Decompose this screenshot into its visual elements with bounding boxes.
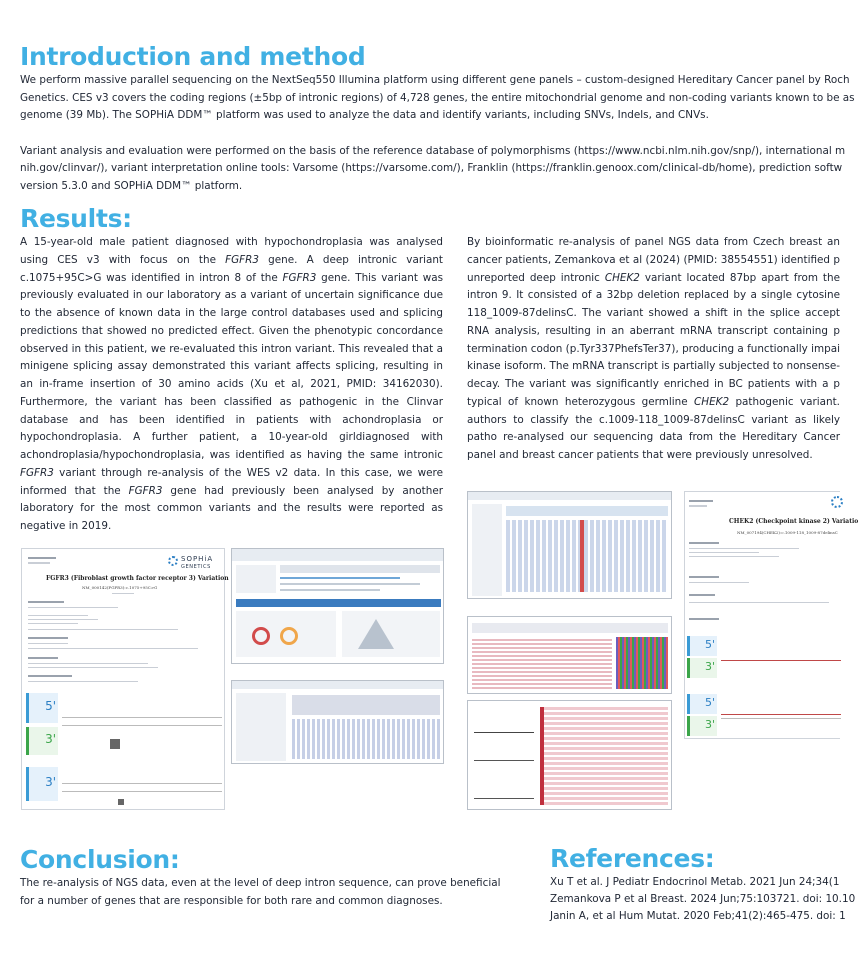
data-row — [280, 577, 400, 579]
splice-prediction-box — [26, 727, 58, 755]
results-right-text-1: By bioinformatic re-analysis of panel NGS data from Czech breast an cancer patients, Zemankova et al (2024) (PMID: 38554551) identified p unreported deep intronic — [467, 236, 840, 284]
conclusion-line-2: for a number of genes that are responsible for both rare and common diagnoses. — [20, 895, 443, 907]
text-line — [28, 629, 178, 630]
sophia-logo-icon — [831, 496, 843, 508]
results-left-text-3: gene. This variant was previously evaluated in our laboratory as a variant of uncertain significance due to the absence of known data in the large control databases used and splicing predictions that showed no predicted effect. Given the phenotypic concordance observed in this patient, we re-evaluated this intron variant. This revealed that a minigene splicing assay demonstrated this variant affects splicing, resulting in an in-frame insertion of 30 amino acids (Xu et al, 2021, PMID: 34162030). Furthermore, the variant has been classified as pathogenic in the Clinvar database and has been identified in patients with achondroplasia or hypochondroplasia. A further patient, a 10-year-old girldiagnosed with achondroplasia/hypochondroplasia, was identified as having the same intronic — [20, 271, 443, 461]
gene-fgfr3: FGFR3 — [282, 271, 317, 284]
gauge-icon — [280, 627, 298, 645]
sanger-chromatogram-image — [467, 700, 672, 810]
conclusion-heading: Conclusion: — [20, 845, 180, 874]
app-toolbar — [232, 549, 443, 561]
intro-line-6: version 5.3.0 and SOPHiA DDM™ platform. — [20, 180, 243, 192]
splice-prediction-box — [26, 693, 58, 723]
sequence-track — [721, 714, 841, 715]
results-right-text-3: pathogenic variant. authors to classify the c.1009-118_1009-87delinsC variant as likely patho re-analysed our sequencing data from the Hereditary Cancer panel and breast cancer patients that were previously unresolved. — [467, 395, 840, 461]
intro-heading: Introduction and method — [20, 42, 366, 71]
chek2-report-title: CHEK2 (Checkpoint kinase 2) Variatio — [729, 518, 858, 525]
alignment-screenshot — [467, 491, 672, 599]
variant-marker — [110, 739, 120, 749]
read-pileup-image — [467, 616, 672, 694]
results-left-text-2: gene. A deep intronic variant c.1075+95C>G was identified in intron 8 of the — [20, 253, 443, 284]
conclusion-line-1: The re-analysis of NGS data, even at the level of deep intron sequence, can prove beneficial — [20, 877, 501, 889]
text-line — [689, 556, 779, 557]
reference-item-2: Zemankova P et al Breast. 2024 Jun;75:103721. doi: 10.10 — [550, 893, 856, 905]
reads-track — [506, 520, 668, 592]
coverage-track — [506, 506, 668, 516]
section-line — [28, 601, 64, 603]
panel — [472, 504, 502, 596]
section-line — [689, 594, 715, 596]
section-line — [689, 542, 719, 544]
section-line — [28, 637, 68, 639]
chromatogram-trace — [474, 713, 534, 733]
splice-prediction-number: 5' — [704, 638, 715, 651]
sequence-track — [721, 660, 841, 661]
gene-chek2: CHEK2 — [694, 395, 730, 408]
reference-item-1: Xu T et al. J Pediatr Endocrinol Metab. 2021 Jun 24;34(1 — [550, 876, 840, 888]
sequence-track — [62, 783, 222, 784]
sophia-ddm-screenshot — [231, 548, 444, 664]
fgfr3-report-image — [21, 548, 229, 810]
intro-line-2: Genetics. CES v3 covers the coding regions (±5bp of intronic regions) of 4,728 genes, the entire mitochondrial genome and non-coding variants known to be as — [20, 92, 855, 104]
reference-item-3: Janin A, et al Hum Mutat. 2020 Feb;41(2):465-475. doi: 1 — [550, 910, 846, 922]
softclip-track — [616, 637, 668, 689]
app-toolbar — [232, 681, 443, 689]
fgfr3-report-subtitle: NM_000142(FGFR3):c.1075+95C>G — [82, 585, 158, 590]
results-left-paragraph — [20, 234, 443, 536]
sophia-logo — [168, 554, 224, 572]
text-line — [689, 552, 759, 553]
panel — [236, 565, 276, 593]
text-line — [28, 681, 138, 682]
text-line — [689, 548, 799, 549]
splice-prediction-box — [687, 636, 717, 656]
splice-prediction-number: 5' — [45, 699, 56, 713]
sequence-track — [721, 718, 841, 719]
results-right-paragraph — [467, 234, 840, 464]
app-toolbar — [468, 492, 671, 500]
variant-marker — [118, 799, 124, 805]
gene-fgfr3: FGFR3 — [20, 466, 54, 479]
intro-line-4: Variant analysis and evaluation were performed on the basis of the reference database of polymorphisms (https://www.ncbi.nlm.nih.gov/snp/), international m — [20, 145, 846, 157]
text-line — [28, 663, 148, 664]
panel — [280, 565, 440, 573]
chromatogram-trace — [474, 741, 534, 761]
intro-line-3: genome (39 Mb). The SOPHiA DDM™ platform was used to analyze the data and identify variants, including SNVs, Indels, and CNVs. — [20, 109, 709, 121]
results-left-text-1: A 15-year-old male patient diagnosed with hypochondroplasia was analysed using CES v3 with focus on the — [20, 236, 443, 266]
gene-fgfr3: FGFR3 — [128, 484, 163, 497]
text-line — [28, 623, 78, 624]
chek2-report-subtitle: NM_007194(CHEK2):c.1009-118_1009-87delinsC — [737, 530, 838, 535]
results-left-text-4: variant through re-analysis of the WES v2 data. In this case, we were informed that the — [20, 466, 443, 497]
report-meta — [28, 557, 56, 559]
text-line — [689, 602, 829, 603]
section-line — [689, 618, 719, 620]
references-heading: References: — [550, 844, 715, 873]
panel — [236, 693, 286, 761]
peak-shape — [358, 619, 394, 649]
gauge-icon — [252, 627, 270, 645]
text-line — [28, 615, 88, 616]
splice-prediction-number: 3' — [45, 775, 56, 789]
splice-prediction-box — [687, 716, 717, 736]
text-line — [28, 648, 198, 649]
sequence-track — [62, 717, 222, 718]
sequence-track — [62, 791, 222, 792]
variant-highlight — [580, 520, 584, 592]
report-meta — [28, 562, 50, 564]
section-line — [28, 657, 58, 659]
fgfr3-report-title: FGFR3 (Fibroblast growth factor receptor 3) Variation — [46, 575, 229, 582]
gene-chek2: CHEK2 — [604, 271, 640, 284]
splice-prediction-number: 3' — [704, 718, 715, 731]
results-right-text-2: variant located 87bp apart from the intron 9. It consisted of a 32bp deletion replaced by a single cytosine 118_1009-87delinsC. The variant showed a shift in the splice accept RNA analysis, resulting in an aberrant mRNA transcript containing p termination codon (p.Tyr337PhefsTer37), producing a functionally impai kinase isoform. The mRNA transcript is partially subjected to nonsense- decay. The variant was significantly enriched in BC patients with a p typical of known heterozygous germline — [467, 271, 840, 408]
variant-highlight — [540, 707, 544, 805]
section-line — [689, 576, 719, 578]
sophia-logo-sub: GENETICS — [181, 564, 211, 570]
report-meta — [689, 505, 707, 507]
text-line — [689, 582, 749, 583]
chromatogram-trace — [474, 779, 534, 799]
text-line — [28, 607, 118, 608]
report-meta — [689, 500, 713, 502]
splice-prediction-number: 3' — [45, 732, 56, 746]
coverage-track — [292, 695, 440, 715]
results-left-text-5: gene had previously been analysed by another laboratory for the most common variants and the results were reported as negative in 2019. — [20, 484, 443, 532]
coverage-track — [472, 623, 668, 633]
section-line — [28, 675, 72, 677]
sequence-track — [62, 725, 222, 726]
results-heading: Results: — [20, 204, 132, 233]
text-line — [28, 643, 68, 644]
highlighted-row — [236, 599, 441, 607]
sophia-logo-icon — [168, 556, 178, 566]
igv-screenshot — [231, 680, 444, 764]
intro-line-5: nih.gov/clinvar/), variant interpretation online tools: Varsome (https://varsome.com/), Franklin (https://franklin.genoox.com/clinical-db/home), prediction softw — [20, 162, 843, 174]
splice-prediction-box — [687, 694, 717, 714]
chek2-report-image — [684, 491, 858, 739]
reads-track — [540, 707, 668, 805]
splice-prediction-box — [26, 767, 58, 801]
text-line — [28, 667, 158, 668]
reads-track — [472, 637, 612, 689]
reads-track — [292, 719, 440, 759]
splice-prediction-number: 3' — [704, 660, 715, 673]
data-row — [280, 589, 380, 591]
data-row — [280, 583, 420, 585]
divider — [112, 593, 134, 594]
sophia-logo-text: SOPHiA — [181, 555, 214, 563]
splice-prediction-box — [687, 658, 717, 678]
intro-line-1: We perform massive parallel sequencing on the NextSeq550 Illumina platform using different gene panels – custom-designed Hereditary Cancer panel by Roch — [20, 74, 850, 86]
splice-prediction-number: 5' — [704, 696, 715, 709]
gene-fgfr3: FGFR3 — [225, 253, 259, 266]
text-line — [28, 619, 98, 620]
